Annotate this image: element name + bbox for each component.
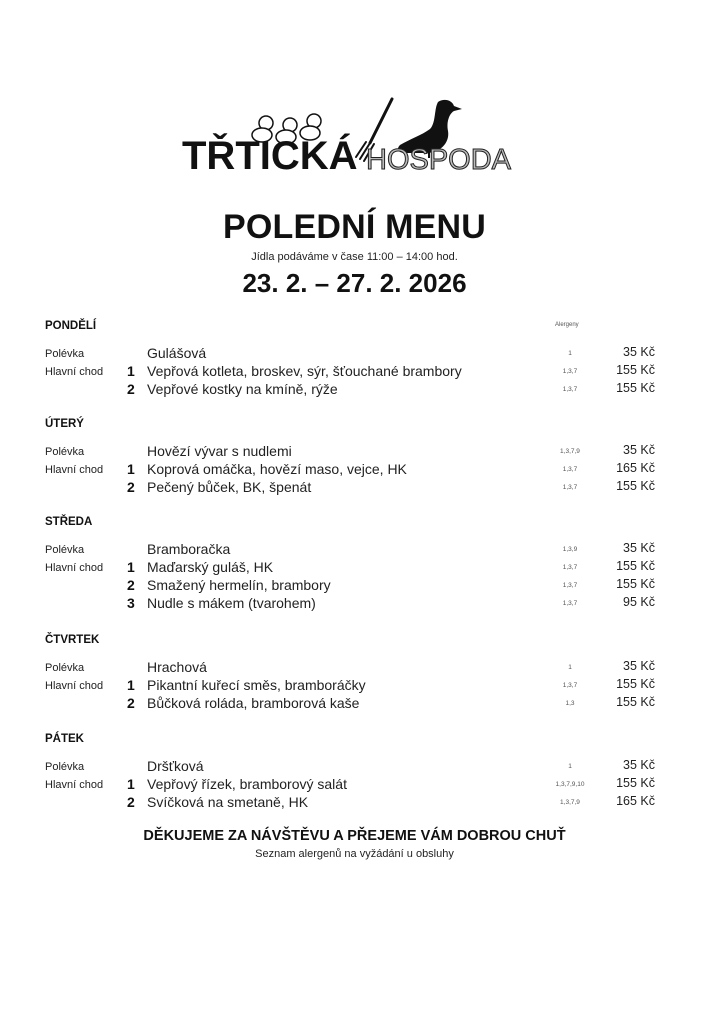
logo-word-trticka: TŘTICKÁ bbox=[182, 134, 358, 175]
category-label: Polévka bbox=[45, 662, 85, 674]
allergens: 1,3,9 bbox=[562, 546, 578, 553]
allergen-column-label: Alergeny bbox=[555, 322, 579, 328]
allergens: 1,3,7,9 bbox=[560, 799, 580, 806]
day-name: PONDĚLÍ bbox=[45, 320, 97, 332]
menu-row bbox=[0, 345, 709, 363]
menu-row bbox=[0, 443, 709, 461]
menu-row bbox=[0, 363, 709, 381]
price: 155 Kč bbox=[616, 577, 655, 591]
menu-row bbox=[0, 577, 709, 595]
allergens: 1 bbox=[568, 664, 572, 671]
item-number: 2 bbox=[127, 479, 135, 495]
price: 155 Kč bbox=[616, 695, 655, 709]
category-label: Polévka bbox=[45, 348, 85, 360]
price: 35 Kč bbox=[623, 541, 655, 555]
allergens: 1 bbox=[568, 763, 572, 770]
dish-name: Hrachová bbox=[147, 659, 207, 675]
dish-name: Pečený bůček, BK, špenát bbox=[147, 479, 312, 495]
price: 35 Kč bbox=[623, 345, 655, 359]
price: 35 Kč bbox=[623, 758, 655, 772]
menu-row bbox=[0, 541, 709, 559]
category-label: Hlavní chod bbox=[45, 562, 104, 574]
item-number: 2 bbox=[127, 577, 135, 593]
price: 95 Kč bbox=[623, 595, 655, 609]
item-number: 2 bbox=[127, 695, 135, 711]
allergens: 1,3,7 bbox=[562, 386, 578, 393]
day-name: ÚTERÝ bbox=[45, 418, 84, 430]
dish-name: Koprová omáčka, hovězí maso, vejce, HK bbox=[147, 461, 407, 477]
menu-row bbox=[0, 695, 709, 713]
price: 155 Kč bbox=[616, 381, 655, 395]
item-number: 3 bbox=[127, 595, 135, 611]
menu-row bbox=[0, 381, 709, 399]
allergens: 1,3,7 bbox=[562, 564, 578, 571]
dish-name: Maďarský guláš, HK bbox=[147, 559, 274, 575]
category-label: Hlavní chod bbox=[45, 779, 104, 791]
allergens: 1,3,7 bbox=[562, 682, 578, 689]
menu-row bbox=[0, 595, 709, 613]
allergens: 1,3,7 bbox=[562, 466, 578, 473]
dish-name: Pikantní kuřecí směs, bramboráčky bbox=[147, 677, 366, 693]
dish-name: Vepřový řízek, bramborový salát bbox=[147, 776, 347, 792]
menu-row bbox=[0, 758, 709, 776]
price: 155 Kč bbox=[616, 363, 655, 377]
dish-name: Bramboračka bbox=[147, 541, 231, 557]
day-name: PÁTEK bbox=[45, 733, 84, 745]
page-title: POLEDNÍ MENU bbox=[222, 208, 487, 246]
category-label: Hlavní chod bbox=[45, 464, 104, 476]
dish-name: Smažený hermelín, brambory bbox=[147, 577, 331, 593]
price: 35 Kč bbox=[623, 659, 655, 673]
day-name: ČTVRTEK bbox=[45, 634, 100, 646]
item-number: 2 bbox=[127, 381, 135, 397]
menu-row bbox=[0, 479, 709, 497]
dish-name: Dršťková bbox=[147, 758, 204, 774]
price: 155 Kč bbox=[616, 559, 655, 573]
price: 165 Kč bbox=[616, 794, 655, 808]
category-label: Polévka bbox=[45, 446, 85, 458]
thank-you-message: DĚKUJEME ZA NÁVŠTĚVU A PŘEJEME VÁM DOBROU CHUŤ bbox=[143, 828, 566, 844]
allergens: 1,3,7 bbox=[562, 600, 578, 607]
price: 155 Kč bbox=[616, 479, 655, 493]
logo-word-hospoda: HOSPODA bbox=[366, 144, 512, 175]
price: 35 Kč bbox=[623, 443, 655, 457]
category-label: Hlavní chod bbox=[45, 366, 104, 378]
category-label: Hlavní chod bbox=[45, 680, 104, 692]
allergens: 1,3,7 bbox=[562, 484, 578, 491]
allergens: 1,3,7 bbox=[562, 368, 578, 375]
item-number: 1 bbox=[127, 363, 135, 379]
price: 155 Kč bbox=[616, 776, 655, 790]
category-label: Polévka bbox=[45, 761, 85, 773]
menu-row bbox=[0, 559, 709, 577]
dish-name: Vepřová kotleta, broskev, sýr, šťouchané brambory bbox=[147, 363, 462, 379]
dish-name: Gulášová bbox=[147, 345, 207, 361]
day-name: STŘEDA bbox=[45, 516, 93, 528]
allergens: 1,3 bbox=[565, 700, 575, 707]
restaurant-logo bbox=[180, 95, 540, 175]
item-number: 1 bbox=[127, 776, 135, 792]
allergen-note: Seznam alergenů na vyžádání u obsluhy bbox=[255, 848, 454, 860]
menu-row bbox=[0, 461, 709, 479]
menu-row bbox=[0, 677, 709, 695]
category-label: Polévka bbox=[45, 544, 85, 556]
menu-row bbox=[0, 794, 709, 812]
price: 155 Kč bbox=[616, 677, 655, 691]
item-number: 2 bbox=[127, 794, 135, 810]
dish-name: Vepřové kostky na kmíně, rýže bbox=[147, 381, 338, 397]
serving-hours: Jídla podáváme v čase 11:00 – 14:00 hod. bbox=[251, 251, 458, 263]
item-number: 1 bbox=[127, 677, 135, 693]
dish-name: Bůčková roláda, bramborová kaše bbox=[147, 695, 360, 711]
date-range: 23. 2. – 27. 2. 2026 bbox=[242, 268, 467, 298]
dish-name: Nudle s mákem (tvarohem) bbox=[147, 595, 316, 611]
allergens: 1,3,7 bbox=[562, 582, 578, 589]
menu-row bbox=[0, 776, 709, 794]
item-number: 1 bbox=[127, 461, 135, 477]
allergens: 1 bbox=[568, 350, 572, 357]
menu-row bbox=[0, 659, 709, 677]
dish-name: Svíčková na smetaně, HK bbox=[147, 794, 309, 810]
item-number: 1 bbox=[127, 559, 135, 575]
allergens: 1,3,7,9 bbox=[560, 448, 580, 455]
price: 165 Kč bbox=[616, 461, 655, 475]
dish-name: Hovězí vývar s nudlemi bbox=[147, 443, 292, 459]
allergens: 1,3,7,9,10 bbox=[555, 781, 585, 788]
